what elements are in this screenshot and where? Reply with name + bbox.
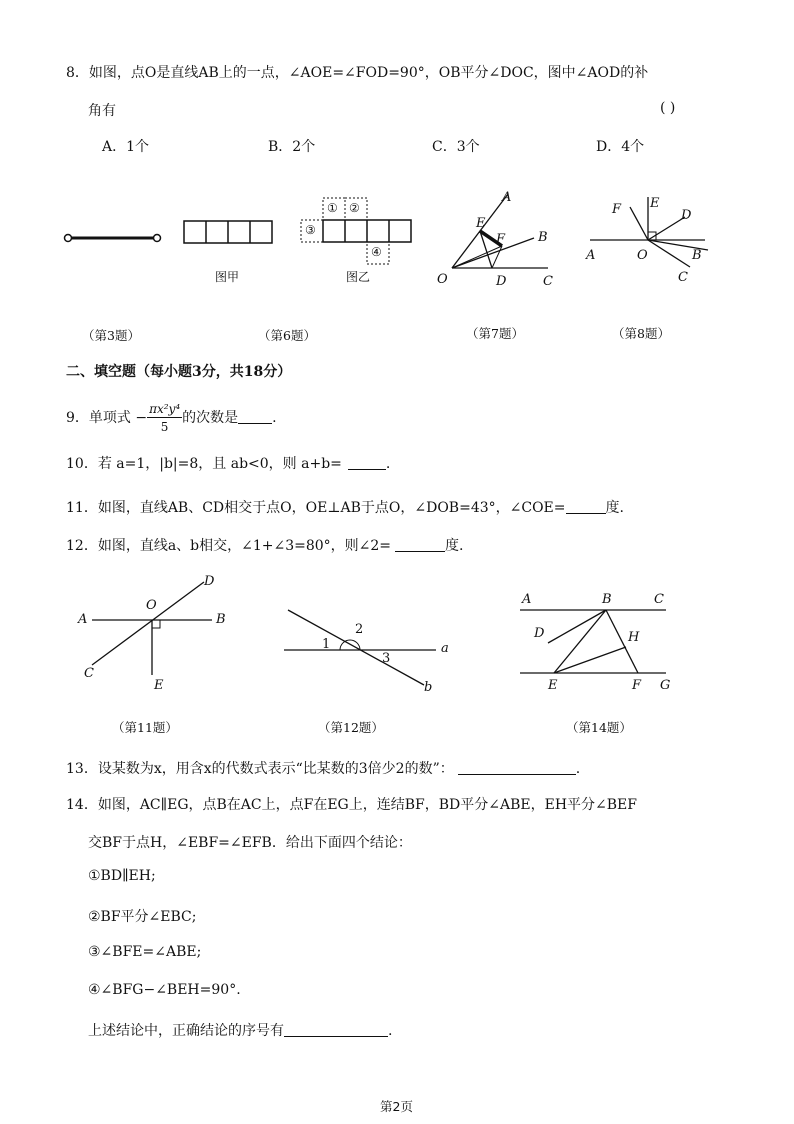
- q14-ask: 上述结论中，正确结论的序号有: [88, 1023, 284, 1039]
- q8-choice-d: D．4个: [596, 139, 645, 155]
- fig14-point-c: C: [654, 592, 664, 607]
- fig8-point-a: A: [586, 248, 596, 263]
- q8-stem-line1: 8．如图，点O是直线AB上的一点，∠AOE=∠FOD=90°，OB平分∠DOC，图中∠AOD的补: [66, 65, 649, 81]
- fig11-point-a: A: [78, 612, 88, 627]
- fig7-point-c: C: [543, 274, 553, 289]
- fig8-point-o: O: [637, 248, 648, 263]
- caption-q7: （第7题）: [466, 326, 524, 341]
- caption-q12: （第12题）: [318, 720, 384, 735]
- q9-end: .: [272, 410, 277, 426]
- figure-11: [92, 580, 222, 690]
- q10-line: [66, 453, 390, 473]
- q9-denominator: 5: [160, 420, 169, 434]
- fig11-point-b: B: [216, 612, 226, 627]
- fig14-point-d: D: [534, 626, 545, 641]
- q14-answer-blank[interactable]: [284, 1022, 388, 1037]
- q9-answer-blank[interactable]: [238, 409, 272, 424]
- q14-line2: 交BF于点H，∠EBF=∠EFB．给出下面四个结论：: [88, 835, 412, 851]
- fig14-point-f: F: [632, 678, 642, 693]
- q8-choice-a: A．1个: [102, 139, 150, 155]
- fig12-angle-3: 3: [382, 651, 391, 666]
- q9-numerator: πx²y⁴: [149, 402, 181, 416]
- fig7-point-e: E: [476, 216, 486, 231]
- fig12-angle-2: 2: [355, 622, 364, 637]
- q8-answer-paren: ( ): [660, 100, 676, 116]
- caption-q8: （第8题）: [612, 326, 670, 341]
- fig11-point-d: D: [204, 574, 215, 589]
- q13-text: 13．设某数为x，用含x的代数式表示“比某数的3倍少2的数”：: [66, 761, 454, 777]
- figure-6-label-a: 图甲: [215, 270, 240, 284]
- fig14-point-e: E: [548, 678, 558, 693]
- q14-conclusion-2: ②BF平分∠EBC;: [88, 909, 197, 925]
- q9-fraction: [147, 403, 182, 433]
- q10-end: .: [385, 456, 391, 472]
- fig11-point-o: O: [146, 598, 157, 613]
- q12-end: 度.: [445, 538, 464, 554]
- fig14-point-a: A: [522, 592, 532, 607]
- fig8-point-b: B: [692, 248, 702, 263]
- q10-answer-blank[interactable]: [348, 455, 386, 470]
- fig14-point-b: B: [602, 592, 612, 607]
- fig7-point-a: A: [502, 190, 512, 205]
- q9-suffix: 的次数是: [182, 410, 239, 426]
- fig8-point-e: E: [650, 196, 660, 211]
- q8-choice-b: B．2个: [268, 139, 316, 155]
- fig12-angle-1: 1: [322, 637, 331, 652]
- page-number: 第2页: [380, 1099, 413, 1114]
- q11-end: 度.: [605, 500, 624, 516]
- q12-line: [66, 535, 464, 555]
- q11-line: [66, 497, 624, 517]
- figure-6-cell-2: ②: [349, 201, 360, 215]
- caption-q6: （第6题）: [258, 328, 316, 343]
- q11-answer-blank[interactable]: [566, 499, 606, 514]
- q8-stem-line2: 角有: [88, 103, 116, 119]
- q13-line: [66, 758, 580, 778]
- fig8-point-d: D: [681, 208, 692, 223]
- q14-conclusion-3: ③∠BFE=∠ABE;: [88, 944, 202, 960]
- q12-text: 12．如图，直线a、b相交，∠1+∠3=80°，则∠2=: [66, 538, 392, 554]
- figure-6-cell-1: ①: [327, 201, 338, 215]
- q14-conclusion-4: ④∠BFG−∠BEH=90°.: [88, 982, 241, 998]
- q14-conclusion-1: ①BD∥EH;: [88, 868, 156, 884]
- fig12-line-b: b: [424, 680, 433, 695]
- q13-answer-blank[interactable]: [458, 760, 576, 775]
- q14-end: .: [388, 1023, 393, 1039]
- q9-prefix: 9．单项式 −: [66, 410, 148, 426]
- q14-line1: 14．如图，AC∥EG，点B在AC上，点F在EG上，连结BF，BD平分∠ABE，EH平分∠BEF: [66, 797, 637, 813]
- fig7-point-o: O: [437, 272, 448, 287]
- fig14-point-h: H: [628, 630, 640, 645]
- caption-q3: （第3题）: [82, 328, 140, 343]
- figure-6-cell-4: ④: [371, 245, 382, 259]
- fig11-point-e: E: [154, 678, 164, 693]
- caption-q14: （第14题）: [566, 720, 632, 735]
- fig7-point-d: D: [496, 274, 507, 289]
- q8-choice-c: C．3个: [432, 139, 480, 155]
- fig12-line-a: a: [441, 641, 449, 656]
- q9-line: [66, 403, 277, 433]
- fig8-point-f: F: [612, 202, 622, 217]
- q10-text: 10．若 a=1，|b|=8，且 ab<0，则 a+b=: [66, 456, 342, 472]
- caption-q11: （第11题）: [112, 720, 178, 735]
- fig7-point-b: B: [538, 230, 548, 245]
- figure-6-net-a: [180, 218, 276, 248]
- q12-answer-blank[interactable]: [395, 537, 445, 552]
- q14-ask-line: [88, 1020, 392, 1040]
- figure-3: [60, 225, 170, 255]
- figure-6-label-b: 图乙: [346, 270, 371, 284]
- q11-text: 11．如图，直线AB、CD相交于点O，OE⊥AB于点O，∠DOB=43°，∠COE=: [66, 500, 566, 516]
- fig8-point-c: C: [678, 270, 688, 285]
- figure-6-cell-3: ③: [305, 223, 316, 237]
- fig7-point-f: F: [496, 232, 506, 247]
- section-2-heading: 二、填空题（每小题3分，共18分）: [66, 364, 292, 380]
- fig11-point-c: C: [84, 666, 94, 681]
- fig14-point-g: G: [660, 678, 671, 693]
- q13-end: .: [575, 761, 581, 777]
